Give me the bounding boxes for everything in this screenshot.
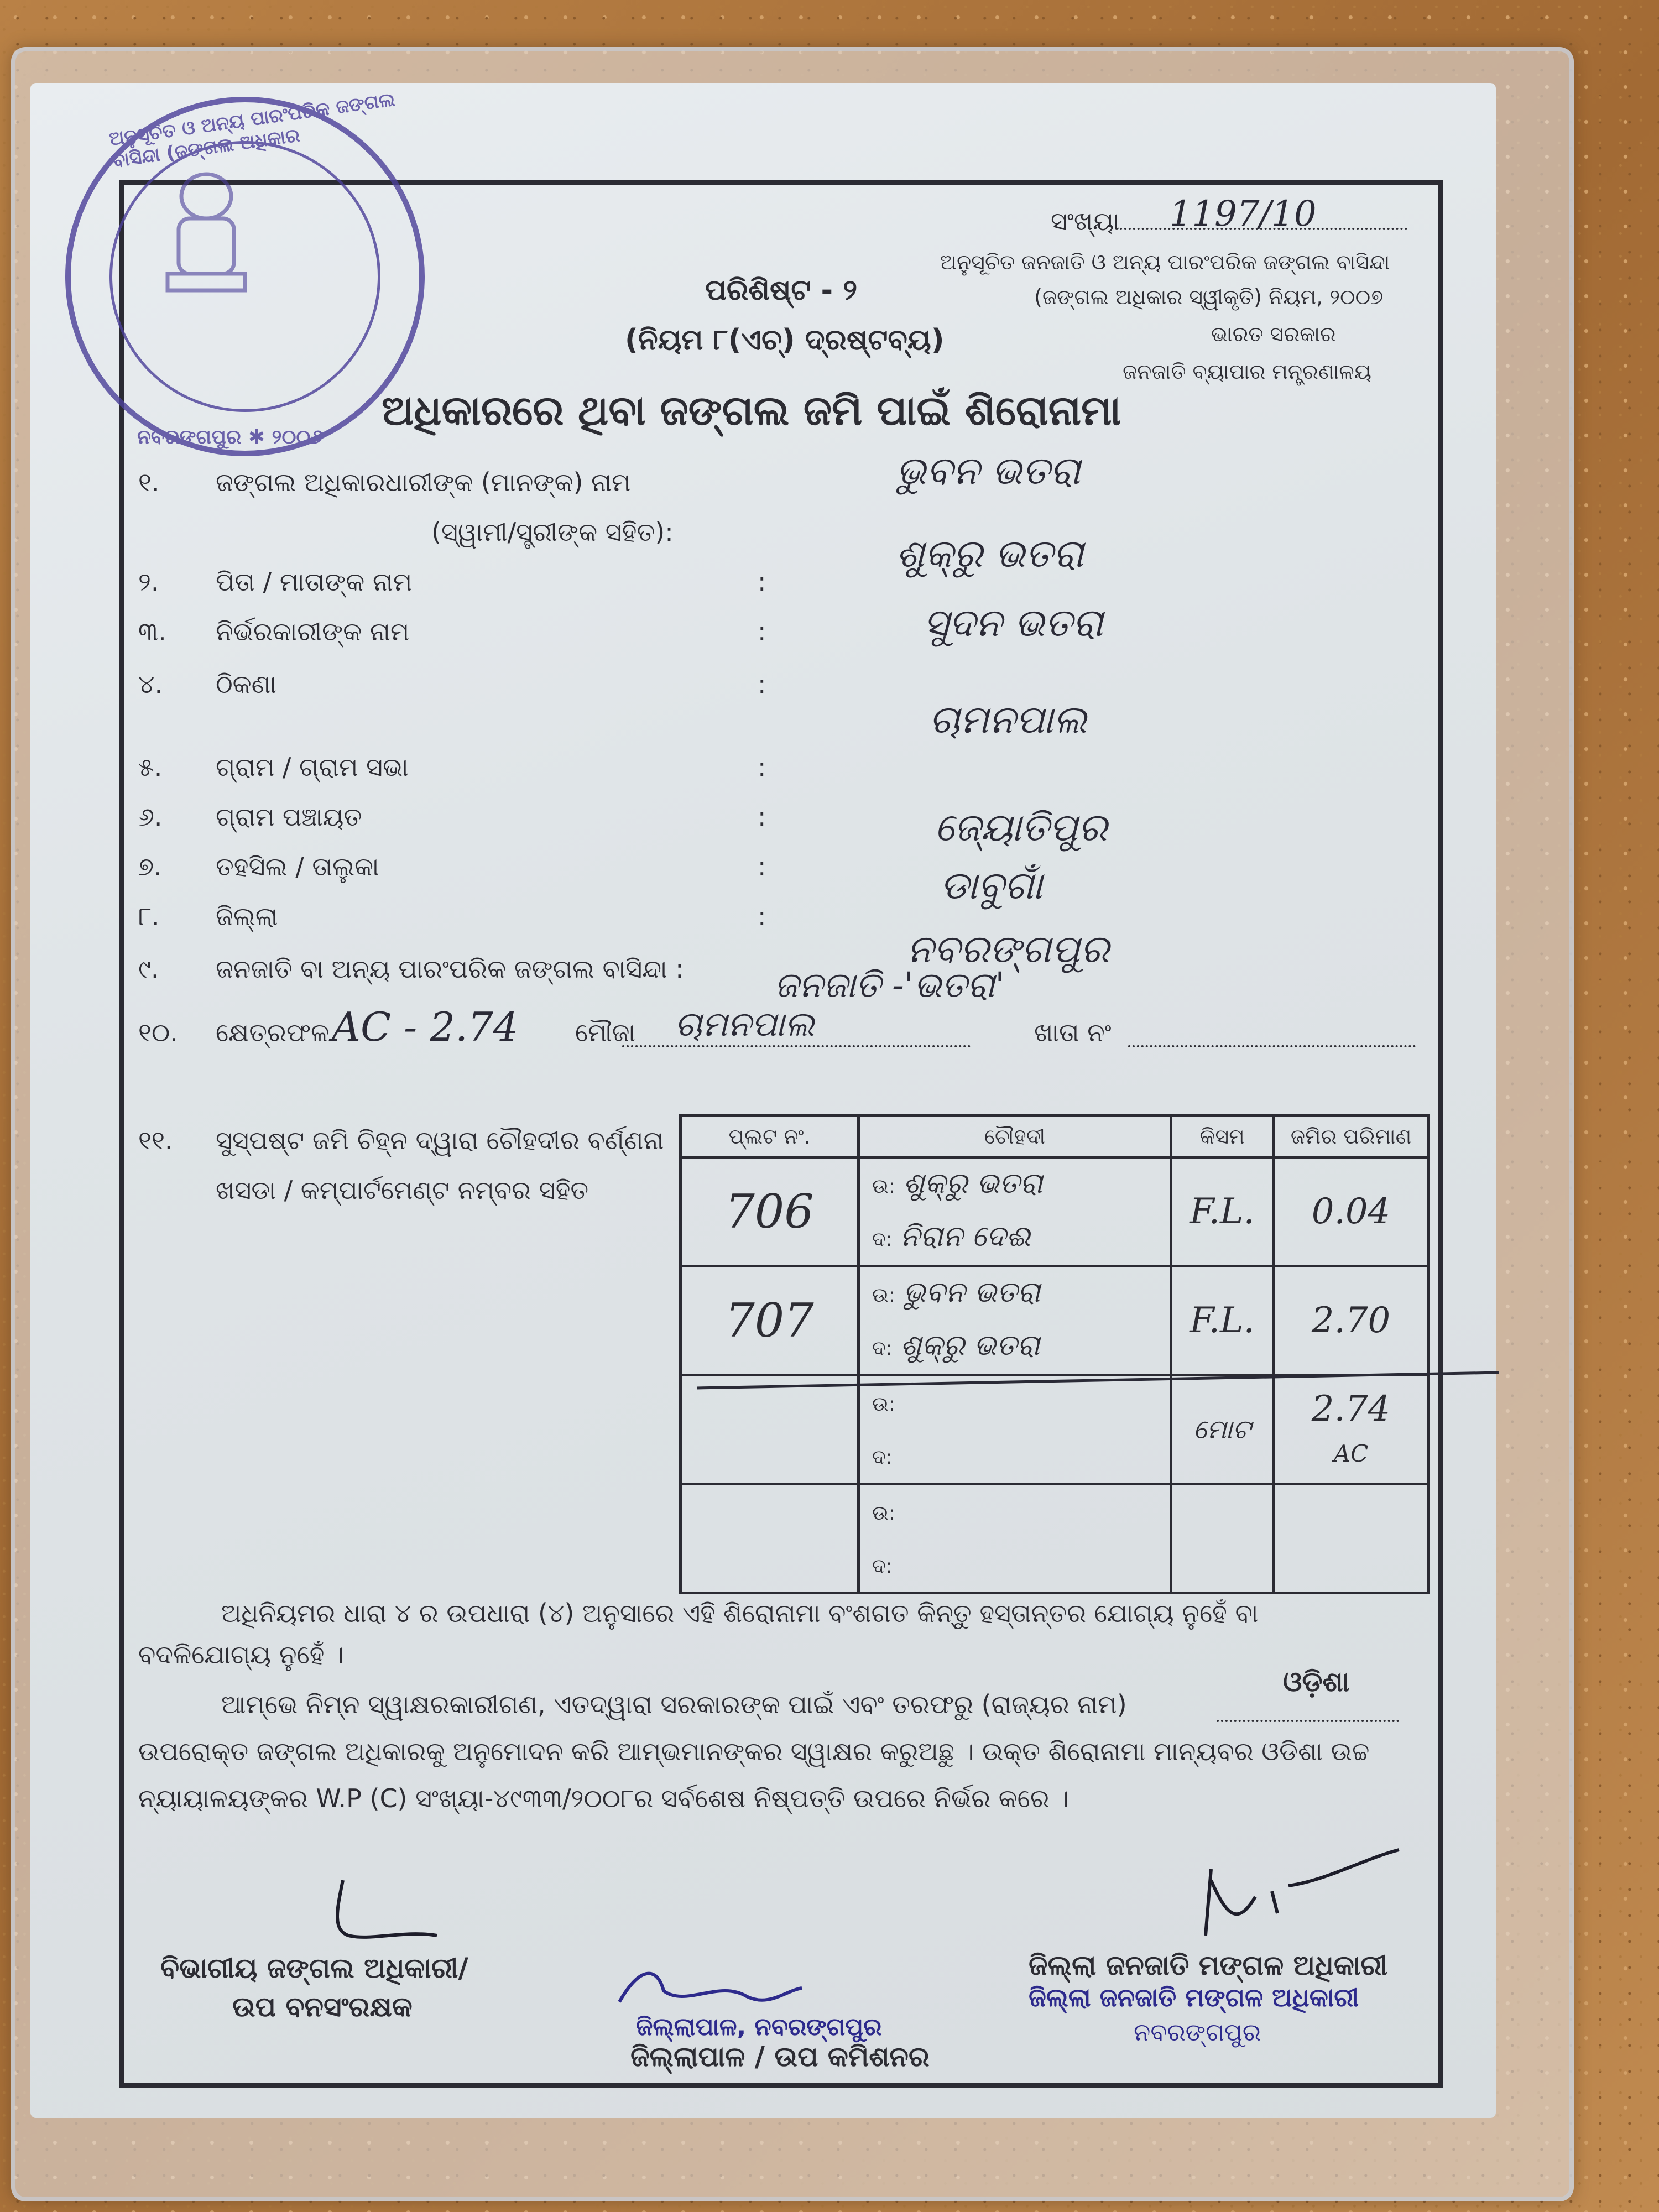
land-area [1274, 1484, 1429, 1593]
right-designation: ଜିଲ୍ଲା ଜନଜାତି ମଙ୍ଗଳ ଅଧିକାରୀ [1029, 1949, 1388, 1981]
field-label: ନିର୍ଭରକାରୀଙ୍କ ନାମ [216, 617, 410, 646]
page-title: ଅଧିକାରରେ ଥିବା ଜଙ୍ଗଲ ଜମି ପାଇଁ ଶିରୋନାମା [382, 387, 1121, 435]
south-label: ଦ: [872, 1555, 893, 1578]
land-kind: F.L. [1171, 1157, 1274, 1266]
land-kind: F.L. [1171, 1266, 1274, 1375]
number-dotted-line [1120, 194, 1407, 234]
act-line-3: ଭାରତ ସରକାର [1211, 322, 1336, 346]
field-label: ଗ୍ରାମ ପଞ୍ଚାୟତ [216, 802, 362, 832]
field-value: ଚାମନପାଲ [929, 697, 1087, 742]
row11-line-2: ଖସଡା / କମ୍ପାର୍ଟମେଣ୍ଟ ନମ୍ବର ସହିତ [216, 1175, 589, 1205]
field-colon: : [758, 852, 766, 881]
stamp-text-bottom: ନବରଙ୍ଗପୁର ✱ ୨୦୦୬ [137, 426, 324, 448]
boundary-cell [859, 1484, 1171, 1593]
number-label-text: ସଂଖ୍ୟା [1051, 206, 1120, 236]
land-boundary-table [679, 1114, 1430, 1594]
field-num: ୫. [138, 752, 163, 782]
field-colon: : [758, 802, 766, 832]
header-land-area: ଜମିର ପରିମାଣ [1274, 1116, 1429, 1157]
middle-designation: ଜିଲ୍ଲାପାଳ / ଉପ କମିଶନର [630, 2041, 930, 2073]
field-value: ଶୁକ୍ରୁ ଭତରା [896, 531, 1084, 576]
para1-line-2: ବଦଳିଯୋଗ୍ୟ ନୁହେଁ । [138, 1640, 344, 1670]
official-stamp [65, 88, 425, 456]
table-row [681, 1484, 1429, 1593]
south-boundary [860, 1212, 1170, 1265]
field-num: ୧. [138, 467, 160, 497]
field-value: ସୁଦନ ଭତରା [924, 600, 1103, 645]
rule-label: (ନିୟମ ୮(ଏଚ୍) ଦ୍ରଷ୍ଟବ୍ୟ) [625, 324, 945, 357]
south-label: ଦ: [872, 1228, 893, 1251]
para1-line-1: ଅଧିନିୟମର ଧାରା ୪ ର ଉପଧାରା (୪) ଅନୁସାରେ ଏହି ଶିରୋନାମା ବଂଶଗତ କିନ୍ତୁ ହସ୍ତାନ୍ତର ଯୋଗ୍ୟ ନୁହେଁ ବା [221, 1598, 1259, 1628]
plot-number: 706 [681, 1157, 859, 1266]
plot-number: 707 [681, 1266, 859, 1375]
field-label: ଜନଜାତି ବା ଅନ୍ୟ ପାରଂପରିକ ଜଙ୍ଗଲ ବାସିନ୍ଦା : [216, 954, 684, 984]
field-colon: : [758, 669, 766, 699]
south-value: ନିରାନ ଦେଈ [900, 1220, 1031, 1253]
field-colon: : [758, 752, 766, 782]
khata-dotted-line [1128, 1023, 1416, 1047]
total-underline [697, 1366, 1504, 1399]
field-num: ୪. [138, 669, 163, 699]
row11-line-1: ସୁସ୍ପଷ୍ଟ ଜମି ଚିହ୍ନ ଦ୍ୱାରା ଚୌହଦୀର ବର୍ଣ୍ଣନା [216, 1125, 664, 1155]
emblem-icon [154, 163, 259, 307]
khata-label: ଖାତା ନଂ [1034, 1018, 1112, 1047]
left-signature [310, 1875, 453, 1952]
north-value: ଭୁବନ ଭତରା [903, 1276, 1041, 1309]
field-num: ୩. [138, 617, 166, 646]
annex-label: ପରିଶିଷ୍ଟ - ୨ [705, 274, 858, 307]
north-label: ଉ: [872, 1502, 896, 1525]
area-label: କ୍ଷେତ୍ରଫଳ [216, 1018, 330, 1047]
para2-line-3: ନ୍ୟାୟାଳୟଙ୍କର W.P (C) ସଂଖ୍ୟା-୪୯୩୩/୨୦୦୮ର ସର୍ବଶେଷ ନିଷ୍ପତ୍ତି ଉପରେ ନିର୍ଭର କରେ । [138, 1783, 1069, 1813]
north-boundary [860, 1267, 1170, 1321]
south-boundary [860, 1430, 1170, 1483]
right-stamp-line-1: ଜିଲ୍ଲା ଜନଜାତି ମଙ୍ଗଳ ଅଧିକାରୀ [1029, 1983, 1359, 2012]
header-plot-no: ପ୍ଲଟ ନଂ. [681, 1116, 859, 1157]
act-line-4: ଜନଜାତି ବ୍ୟାପାର ମନ୍ତ୍ରଣାଳୟ [1123, 359, 1372, 384]
field-colon: : [758, 617, 766, 646]
field-label: ଠିକଣା [216, 669, 276, 699]
field-sublabel: (ସ୍ୱାମୀ/ସ୍ତ୍ରୀଙ୍କ ସହିତ): [431, 517, 674, 547]
header-boundary: ଚୌହଦୀ [859, 1116, 1171, 1157]
table-row [681, 1266, 1429, 1375]
state-dotted-line [1217, 1698, 1399, 1722]
field-num: ୭. [138, 852, 162, 881]
north-label: ଉ: [872, 1175, 896, 1198]
field-colon: : [758, 901, 766, 931]
state-name: ଓଡ଼ିଶା [1283, 1666, 1350, 1698]
table-header-row [681, 1116, 1429, 1157]
field-value: ଜନଜାତି -'ଭତରା' [774, 965, 1005, 1006]
field-colon: : [758, 567, 766, 597]
field-num: ୮. [138, 901, 160, 931]
para2-line-2: ଉପରୋକ୍ତ ଜଙ୍ଗଲ ଅଧିକାରକୁ ଅନୁମୋଦନ କରି ଆମ୍ଭମାନଙ୍କର ସ୍ୱାକ୍ଷର କରୁଅଛୁ । ଉକ୍ତ ଶିରୋନାମା ମାନ୍ୟବର ଓଡିଶା ଉଚ୍ଚ [138, 1736, 1370, 1766]
field-label: ଜଙ୍ଗଲ ଅଧିକାରଧାରୀଙ୍କ (ମାନଙ୍କ) ନାମ [216, 467, 631, 497]
left-designation-1: ବିଭାଗୀୟ ଜଙ୍ଗଲ ଅଧିକାରୀ/ [160, 1952, 468, 1984]
total-area-unit: AC [1333, 1440, 1369, 1467]
north-label: ଉ: [872, 1284, 896, 1307]
boundary-cell [859, 1157, 1171, 1266]
row10-num: ୧୦. [138, 1018, 178, 1047]
field-value: ଡାବୁଗାଁ [940, 863, 1043, 908]
south-boundary [860, 1538, 1170, 1592]
middle-stamp: ଜିଲ୍ଲାପାଳ, ନବରଙ୍ଗପୁର [636, 2013, 882, 2041]
field-value: ଜ୍ୟୋତିପୁର [935, 805, 1108, 850]
field-label: ଜିଲ୍ଲା [216, 901, 278, 931]
field-num: ୯. [138, 954, 159, 984]
field-label: ତହସିଲ / ତାଲୁକା [216, 852, 379, 881]
boundary-cell [859, 1266, 1171, 1375]
north-label: ଉ: [872, 1393, 896, 1416]
field-label: ଗ୍ରାମ / ଗ୍ରାମ ସଭା [216, 752, 409, 782]
act-line-2: (ଜଙ୍ଗଲ ଅଧିକାର ସ୍ୱୀକୃତି) ନିୟମ, ୨୦୦୭ [1034, 285, 1384, 309]
land-kind [1171, 1484, 1274, 1593]
total-label: ମୋଟ [1171, 1375, 1274, 1484]
para2-line-1: ଆମ୍ଭେ ନିମ୍ନ ସ୍ୱାକ୍ଷରକାରୀଗଣ, ଏତଦ୍ୱାରା ସରକାରଙ୍କ ପାଇଁ ଏବଂ ତରଫରୁ (ରାଜ୍ୟର ନାମ) [221, 1689, 1127, 1719]
row11-num: ୧୧. [138, 1125, 173, 1155]
plot-number [681, 1484, 859, 1593]
south-label: ଦ: [872, 1337, 893, 1360]
act-line-1: ଅନୁସୂଚିତ ଜନଜାତି ଓ ଅନ୍ୟ ପାରଂପରିକ ଜଙ୍ଗଲ ବାସିନ୍ଦା [940, 250, 1390, 274]
field-value: ନବରଙ୍ଗପୁର [907, 926, 1110, 972]
table-row [681, 1157, 1429, 1266]
land-area: 0.04 [1274, 1157, 1429, 1266]
south-label: ଦ: [872, 1446, 893, 1469]
stamp-text-top: ଅନୁସୂଚିତ ଓ ଅନ୍ୟ ପାରଂପରିକ ଜଙ୍ଗଲ ବାସିନ୍ଦା (ଜଙ୍ଗଲ ଅଧିକାର [108, 88, 397, 173]
right-signature [1194, 1847, 1405, 1941]
area-value: AC - 2.74 [332, 1004, 519, 1050]
field-label: ପିତା / ମାତାଙ୍କ ନାମ [216, 567, 413, 597]
field-num: ୬. [138, 802, 163, 832]
field-value: ଭୁବନ ଭତରା [896, 448, 1081, 493]
number-label [1051, 194, 1407, 237]
north-boundary [860, 1485, 1170, 1538]
total-area-value: 2.74 [1311, 1389, 1391, 1430]
field-num: ୨. [138, 567, 159, 597]
mouza-value: ଚାମନପାଲ [675, 1004, 815, 1044]
north-value: ଶୁକ୍ରୁ ଭତରା [903, 1167, 1043, 1200]
right-stamp-line-2: ନବରଙ୍ଗପୁର [1134, 2018, 1261, 2047]
number-value: 1197/10 [1169, 194, 1317, 234]
mouza-label: ମୌଜା [575, 1018, 635, 1047]
land-area: 2.70 [1274, 1266, 1429, 1375]
header-kind: କିସମ [1171, 1116, 1274, 1157]
north-boundary [860, 1159, 1170, 1212]
south-value: ଶୁକ୍ରୁ ଭତରା [900, 1329, 1040, 1362]
middle-signature [608, 1958, 807, 2018]
left-designation-2: ଉପ ବନସଂରକ୍ଷକ [232, 1991, 413, 2023]
